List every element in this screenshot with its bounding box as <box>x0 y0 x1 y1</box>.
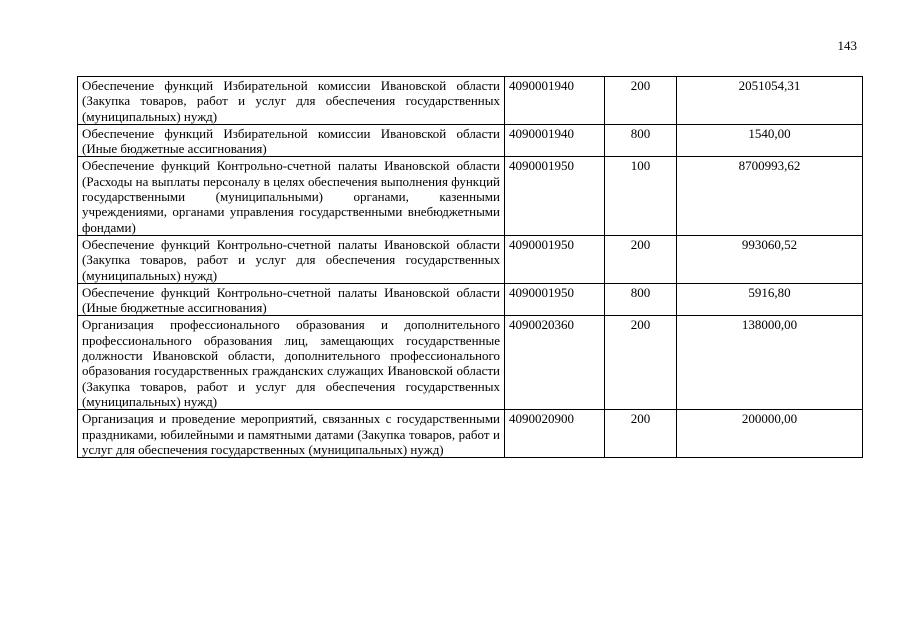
expense-type-cell: 800 <box>605 283 677 316</box>
amount-cell: 138000,00 <box>677 316 863 410</box>
expense-type-cell: 200 <box>605 316 677 410</box>
amount-cell: 200000,00 <box>677 410 863 458</box>
expense-type-cell: 800 <box>605 124 677 157</box>
expense-name-cell: Организация и проведение мероприятий, связанных с государственными праздниками, юбилейными и памятными датами (Закупка товаров, работ и услуг для обеспечения государственных (муниципальных) нужд) <box>78 410 505 458</box>
budget-table <box>77 76 863 458</box>
target-article-code-cell: 4090020360 <box>505 316 605 410</box>
expense-name-cell: Организация профессионального образования и дополнительного профессионального образования лиц, замещающих государственные должности Ивановской области, дополнительного профессионального образования государственных гражданских служащих Ивановской области (Закупка товаров, работ и услуг для обеспечения государственных (муниципальных) нужд) <box>78 316 505 410</box>
target-article-code-cell: 4090001950 <box>505 283 605 316</box>
target-article-code-cell: 4090001940 <box>505 77 605 125</box>
target-article-code-cell: 4090001940 <box>505 124 605 157</box>
table-row <box>78 235 863 283</box>
table-row <box>78 124 863 157</box>
target-article-code-cell: 4090001950 <box>505 157 605 235</box>
amount-cell: 1540,00 <box>677 124 863 157</box>
expense-type-cell: 100 <box>605 157 677 235</box>
expense-name-cell: Обеспечение функций Контрольно-счетной палаты Ивановской области (Закупка товаров, работ и услуг для обеспечения государственных (муниципальных) нужд) <box>78 235 505 283</box>
expense-type-cell: 200 <box>605 77 677 125</box>
amount-cell: 5916,80 <box>677 283 863 316</box>
table-row <box>78 283 863 316</box>
table-row <box>78 316 863 410</box>
expense-name-cell: Обеспечение функций Контрольно-счетной палаты Ивановской области (Расходы на выплаты персоналу в целях обеспечения выполнения функций государственными (муниципальными) органами, казенными учреждениями, органами управления государственными внебюджетными фондами) <box>78 157 505 235</box>
expense-type-cell: 200 <box>605 410 677 458</box>
table-row <box>78 410 863 458</box>
table-row <box>78 77 863 125</box>
expense-name-cell: Обеспечение функций Избирательной комиссии Ивановской области (Иные бюджетные ассигнования) <box>78 124 505 157</box>
table-row <box>78 157 863 235</box>
target-article-code-cell: 4090001950 <box>505 235 605 283</box>
expense-type-cell: 200 <box>605 235 677 283</box>
amount-cell: 2051054,31 <box>677 77 863 125</box>
amount-cell: 993060,52 <box>677 235 863 283</box>
target-article-code-cell: 4090020900 <box>505 410 605 458</box>
expense-name-cell: Обеспечение функций Контрольно-счетной палаты Ивановской области (Иные бюджетные ассигнования) <box>78 283 505 316</box>
expense-name-cell: Обеспечение функций Избирательной комиссии Ивановской области (Закупка товаров, работ и услуг для обеспечения государственных (муниципальных) нужд) <box>78 77 505 125</box>
page-number: 143 <box>837 38 857 53</box>
amount-cell: 8700993,62 <box>677 157 863 235</box>
